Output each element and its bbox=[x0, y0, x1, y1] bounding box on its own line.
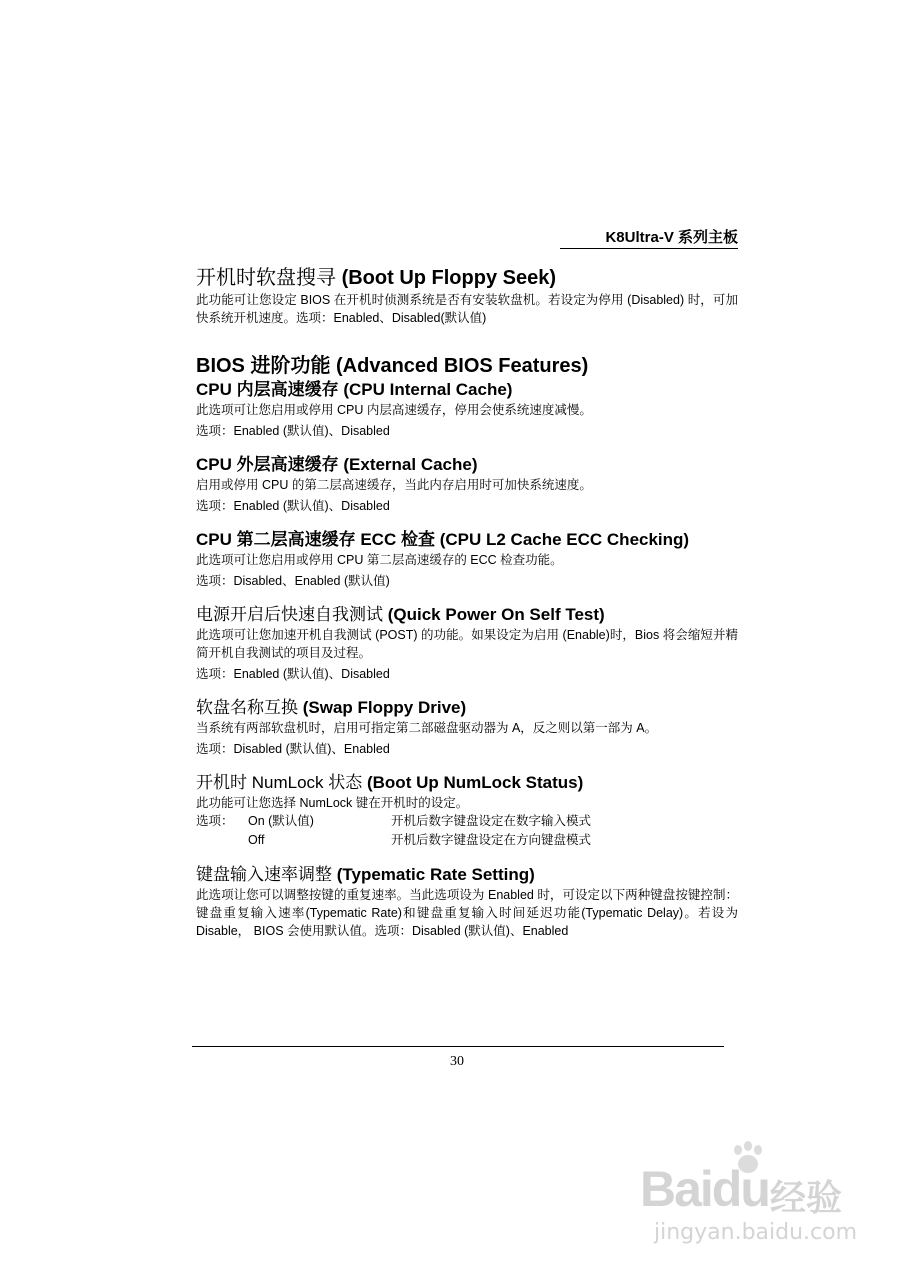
title-zh: CPU 第二层高速缓存 ECC 检查 bbox=[196, 530, 435, 549]
section-options: 选项：Enabled (默认值)、Disabled bbox=[196, 667, 390, 681]
section-title bbox=[196, 265, 738, 291]
title-zh: 开机时软盘搜寻 bbox=[196, 267, 336, 289]
title-zh: 键盘输入速率调整 bbox=[196, 865, 332, 884]
title-en: (Swap Floppy Drive) bbox=[302, 698, 467, 717]
section-title bbox=[196, 529, 738, 551]
page-header: K8Ultra-V 系列主板 bbox=[560, 226, 738, 249]
section-options: 选项：Disabled、Enabled (默认值) bbox=[196, 574, 390, 588]
option-description: 开机后数字键盘设定在数字输入模式 bbox=[391, 814, 592, 828]
title-en: (CPU Internal Cache) bbox=[343, 380, 513, 399]
title-en: (Advanced BIOS Features) bbox=[336, 355, 589, 377]
footer-rule bbox=[192, 1046, 724, 1047]
section-body: 此选项可让您启用或停用 CPU 内层高速缓存，停用会使系统速度减慢。 bbox=[196, 403, 592, 417]
section-advanced-bios-features bbox=[196, 353, 738, 379]
title-zh: 电源开启后快速自我测试 bbox=[196, 605, 383, 624]
section-body: 当系统有两部软盘机时，启用可指定第二部磁盘驱动器为 A，反之则以第一部为 A。 bbox=[196, 721, 658, 735]
section-title bbox=[196, 772, 738, 794]
options-label: 选项： bbox=[196, 814, 234, 828]
section-external-cache bbox=[196, 454, 738, 515]
page-content bbox=[196, 265, 738, 954]
title-en: (CPU L2 Cache ECC Checking) bbox=[439, 530, 690, 549]
section-title bbox=[196, 604, 738, 626]
watermark-brand: 经验 bbox=[770, 1177, 843, 1218]
watermark-logo: Baidu bbox=[640, 1161, 769, 1217]
section-cpu-internal-cache bbox=[196, 379, 738, 440]
section-title bbox=[196, 697, 738, 719]
option-value: Off bbox=[248, 833, 265, 847]
title-zh: BIOS 进阶功能 bbox=[196, 355, 331, 377]
title-en: (External Cache) bbox=[343, 455, 478, 474]
baidu-jingyan-watermark bbox=[640, 1140, 890, 1260]
section-cpu-l2-cache-ecc bbox=[196, 529, 738, 590]
options-label-spacer bbox=[196, 831, 248, 850]
section-typematic-rate-setting bbox=[196, 864, 738, 940]
title-en: (Typematic Rate Setting) bbox=[336, 865, 535, 884]
section-boot-up-numlock-status bbox=[196, 772, 738, 850]
section-body: 启用或停用 CPU 的第二层高速缓存，当此内存启用时可加快系统速度。 bbox=[196, 478, 592, 492]
chapter-title bbox=[196, 353, 738, 379]
section-boot-up-floppy-seek bbox=[196, 265, 738, 327]
title-en: (Quick Power On Self Test) bbox=[387, 605, 605, 624]
section-body: 此选项让您可以调整按键的重复速率。当此选项设为 Enabled 时，可设定以下两种键盘按键控制：键盘重复输入速率(Typematic Rate)和键盘重复输入时间延迟功能(Typematic Delay)。若设为 Disable， BIOS 会使用默认值。选项：Disabled (默认值)、Enabled bbox=[196, 888, 738, 938]
title-zh: 软盘名称互换 bbox=[196, 698, 298, 717]
section-body: 此功能可让您设定 BIOS 在开机时侦测系统是否有安装软盘机。若设定为停用 (Disabled) 时，可加快系统开机速度。选项：Enabled、Disabled(默认值) bbox=[196, 293, 738, 325]
title-zh: CPU 内层高速缓存 bbox=[196, 380, 339, 399]
section-body: 此选项可让您加速开机自我测试 (POST) 的功能。如果设定为启用 (Enable)时，Bios 将会缩短并精简开机自我测试的项目及过程。 bbox=[196, 628, 738, 660]
option-row bbox=[196, 831, 738, 850]
section-title bbox=[196, 454, 738, 476]
section-title bbox=[196, 864, 738, 886]
option-value: On (默认值) bbox=[248, 814, 314, 828]
section-title bbox=[196, 379, 738, 401]
title-en: (Boot Up Floppy Seek) bbox=[341, 267, 557, 289]
watermark-url: jingyan.baidu.com bbox=[654, 1220, 858, 1245]
title-en: (Boot Up NumLock Status) bbox=[366, 773, 584, 792]
section-options: 选项：Enabled (默认值)、Disabled bbox=[196, 424, 390, 438]
section-swap-floppy-drive bbox=[196, 697, 738, 758]
option-description: 开机后数字键盘设定在方向键盘模式 bbox=[391, 833, 592, 847]
section-body: 此功能可让您选择 NumLock 键在开机时的设定。 bbox=[196, 796, 469, 810]
section-body: 此选项可让您启用或停用 CPU 第二层高速缓存的 ECC 检查功能。 bbox=[196, 553, 563, 567]
page-number: 30 bbox=[450, 1054, 464, 1069]
section-options: 选项：Disabled (默认值)、Enabled bbox=[196, 742, 390, 756]
section-quick-power-on-self-test bbox=[196, 604, 738, 683]
title-zh: CPU 外层高速缓存 bbox=[196, 455, 339, 474]
option-row bbox=[196, 812, 738, 831]
title-zh: 开机时 NumLock 状态 bbox=[196, 773, 363, 792]
section-options: 选项：Enabled (默认值)、Disabled bbox=[196, 499, 390, 513]
